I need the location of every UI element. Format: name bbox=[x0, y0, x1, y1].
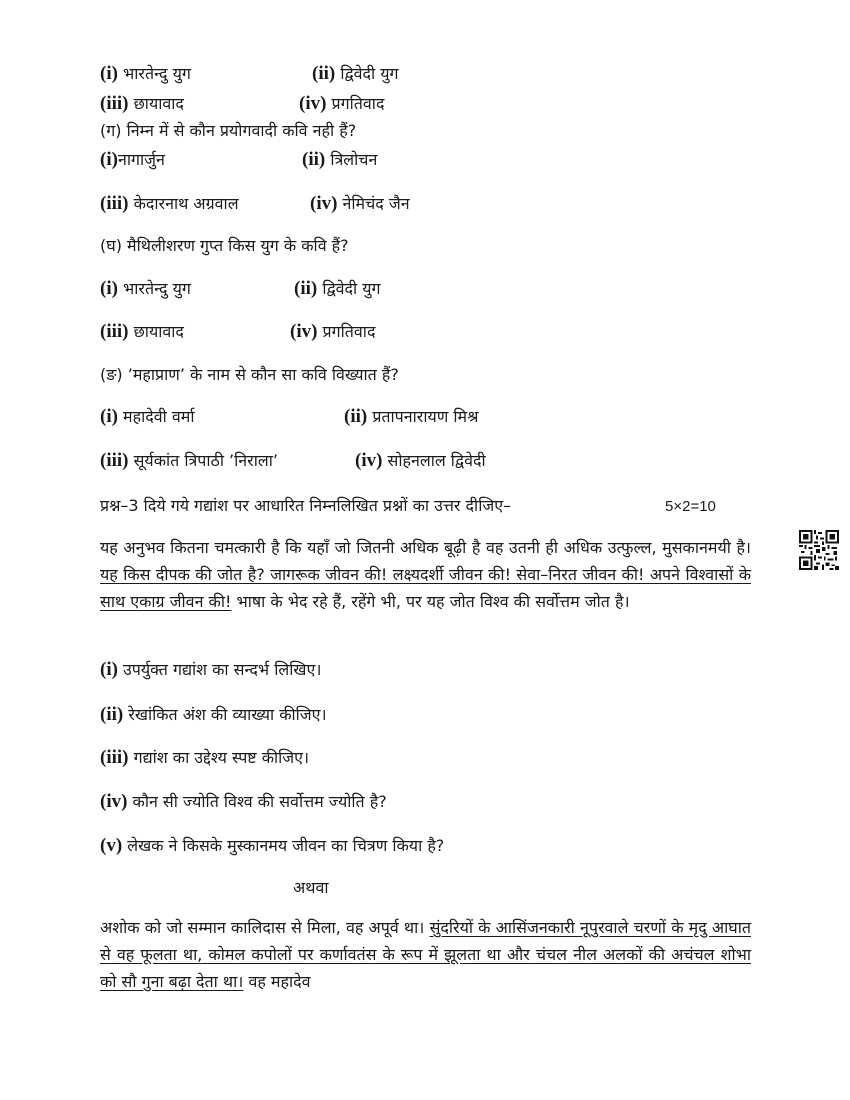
sub-question-text: गद्यांश का उद्देश्य स्पष्ट कीजिए। bbox=[133, 748, 310, 767]
option-number: (iv) bbox=[299, 93, 327, 114]
sub-question bbox=[100, 748, 309, 768]
option-text: द्विवेदी युग bbox=[322, 279, 381, 298]
passage-text: भाषा के भेद रहे हैं, रहेंगे भी, पर यह जोत विश्व की सर्वोत्तम जोत है। bbox=[236, 592, 630, 611]
question-gha: (घ) मैथिलीशरण गुप्त किस युग के कवि हैं? bbox=[100, 236, 349, 255]
question-nga: (ङ) ’महाप्राण’ के नाम से कौन सा कवि विख्यात हैं? bbox=[100, 365, 399, 384]
passage-2 bbox=[100, 914, 751, 995]
option-row bbox=[100, 322, 184, 342]
option-row bbox=[294, 279, 381, 299]
sub-question-number: (i) bbox=[100, 659, 118, 680]
option-row bbox=[100, 194, 239, 214]
sub-question-number: (iii) bbox=[100, 747, 129, 768]
option-number: (iv) bbox=[355, 450, 383, 471]
question-ga: (ग) निम्न में से कौन प्रयोगवादी कवि नही हैं? bbox=[100, 121, 357, 140]
sub-question-number: (v) bbox=[100, 835, 123, 856]
underlined-passage: सुंदरियों के आसिंजनकारी नूपुरवाले चरणों के मृदु आघात से वह फूलता था, कोमल कपोलों पर कर्णावतंस के रूप में झूलता था और चंचल नील अलकों की अचंचल शोभा को सौ गुना बढ़ा देता था। bbox=[100, 918, 751, 991]
passage-text: अशोक को जो सम्मान कालिदास से मिला, वह अपूर्व था। bbox=[100, 918, 425, 937]
sub-question-text: लेखक ने किसके मुस्कानमय जीवन का चित्रण किया है? bbox=[127, 836, 445, 855]
option-number: (ii) bbox=[302, 149, 326, 170]
option-row bbox=[355, 451, 486, 471]
sub-question-text: रेखांकित अंश की व्याख्या कीजिए। bbox=[128, 705, 327, 724]
qr-code-icon bbox=[799, 530, 839, 570]
option-row bbox=[299, 94, 384, 114]
option-number: (iii) bbox=[100, 193, 129, 214]
option-text: सोहनलाल द्विवेदी bbox=[387, 451, 486, 470]
option-row bbox=[100, 451, 278, 471]
sub-question bbox=[100, 705, 327, 725]
option-row bbox=[290, 322, 375, 342]
option-number: (ii) bbox=[312, 63, 336, 84]
option-row bbox=[100, 407, 194, 427]
option-text: प्रगतिवाद bbox=[322, 322, 376, 341]
marks-label: 5×2=10 bbox=[665, 498, 716, 515]
option-text: भारतेन्दु युग bbox=[123, 64, 191, 83]
option-number: (ii) bbox=[344, 406, 368, 427]
sub-question bbox=[100, 792, 387, 812]
sub-question-text: उपर्युक्त गद्यांश का सन्दर्भ लिखिए। bbox=[123, 660, 322, 679]
option-number: (iv) bbox=[310, 193, 338, 214]
sub-question bbox=[100, 836, 444, 856]
option-number: (iii) bbox=[100, 321, 129, 342]
passage-1 bbox=[100, 534, 751, 615]
option-text: छायावाद bbox=[133, 322, 184, 341]
option-text: प्रगतिवाद bbox=[331, 94, 385, 113]
option-text: द्विवेदी युग bbox=[340, 64, 399, 83]
option-number: (i) bbox=[100, 63, 118, 84]
passage-text: यह अनुभव कितना चमत्कारी है कि यहाँ जो जितनी अधिक बूढ़ी है वह उतनी ही अधिक उत्फुल्ल, मुसकानमयी है। bbox=[100, 538, 751, 557]
option-text: नागार्जुन bbox=[117, 150, 165, 169]
option-text: महादेवी वर्मा bbox=[123, 407, 195, 426]
option-number: (iii) bbox=[100, 450, 129, 471]
question-3-heading: प्रश्न–3 दिये गये गद्यांश पर आधारित निम्नलिखित प्रश्नों का उत्तर दीजिए– bbox=[100, 496, 512, 515]
sub-question bbox=[100, 660, 321, 680]
option-number: (iii) bbox=[100, 93, 129, 114]
option-number: (i) bbox=[100, 278, 118, 299]
option-number: (i) bbox=[100, 406, 118, 427]
option-row bbox=[100, 150, 165, 170]
option-text: भारतेन्दु युग bbox=[123, 279, 191, 298]
option-row bbox=[302, 150, 377, 170]
option-text: केदारनाथ अग्रवाल bbox=[133, 194, 239, 213]
sub-question-number: (iv) bbox=[100, 791, 128, 812]
option-number: (ii) bbox=[294, 278, 318, 299]
option-row bbox=[100, 64, 191, 84]
option-row bbox=[312, 64, 399, 84]
option-number: (iv) bbox=[290, 321, 318, 342]
option-text: प्रतापनारायण मिश्र bbox=[372, 407, 479, 426]
option-row bbox=[100, 94, 184, 114]
option-row bbox=[310, 194, 410, 214]
option-row bbox=[344, 407, 478, 427]
option-text: सूर्यकांत त्रिपाठी ’निराला’ bbox=[133, 451, 278, 470]
option-row bbox=[100, 279, 191, 299]
option-text: छायावाद bbox=[133, 94, 184, 113]
option-number: (i) bbox=[100, 149, 118, 170]
sub-question-number: (ii) bbox=[100, 704, 124, 725]
option-text: नेमिचंद जैन bbox=[342, 194, 410, 213]
option-text: त्रिलोचन bbox=[330, 150, 378, 169]
passage-text: वह महादेव bbox=[248, 972, 311, 991]
or-divider: अथवा bbox=[293, 878, 329, 897]
underlined-passage: यह किस दीपक की जोत है? जागरूक जीवन की! लक्ष्यदर्शी जीवन की! सेवा–निरत जीवन की! अपने विश्वासों के साथ एकाग्र जीवन की! bbox=[100, 565, 751, 611]
sub-question-text: कौन सी ज्योति विश्व की सर्वोत्तम ज्योति है? bbox=[132, 792, 387, 811]
